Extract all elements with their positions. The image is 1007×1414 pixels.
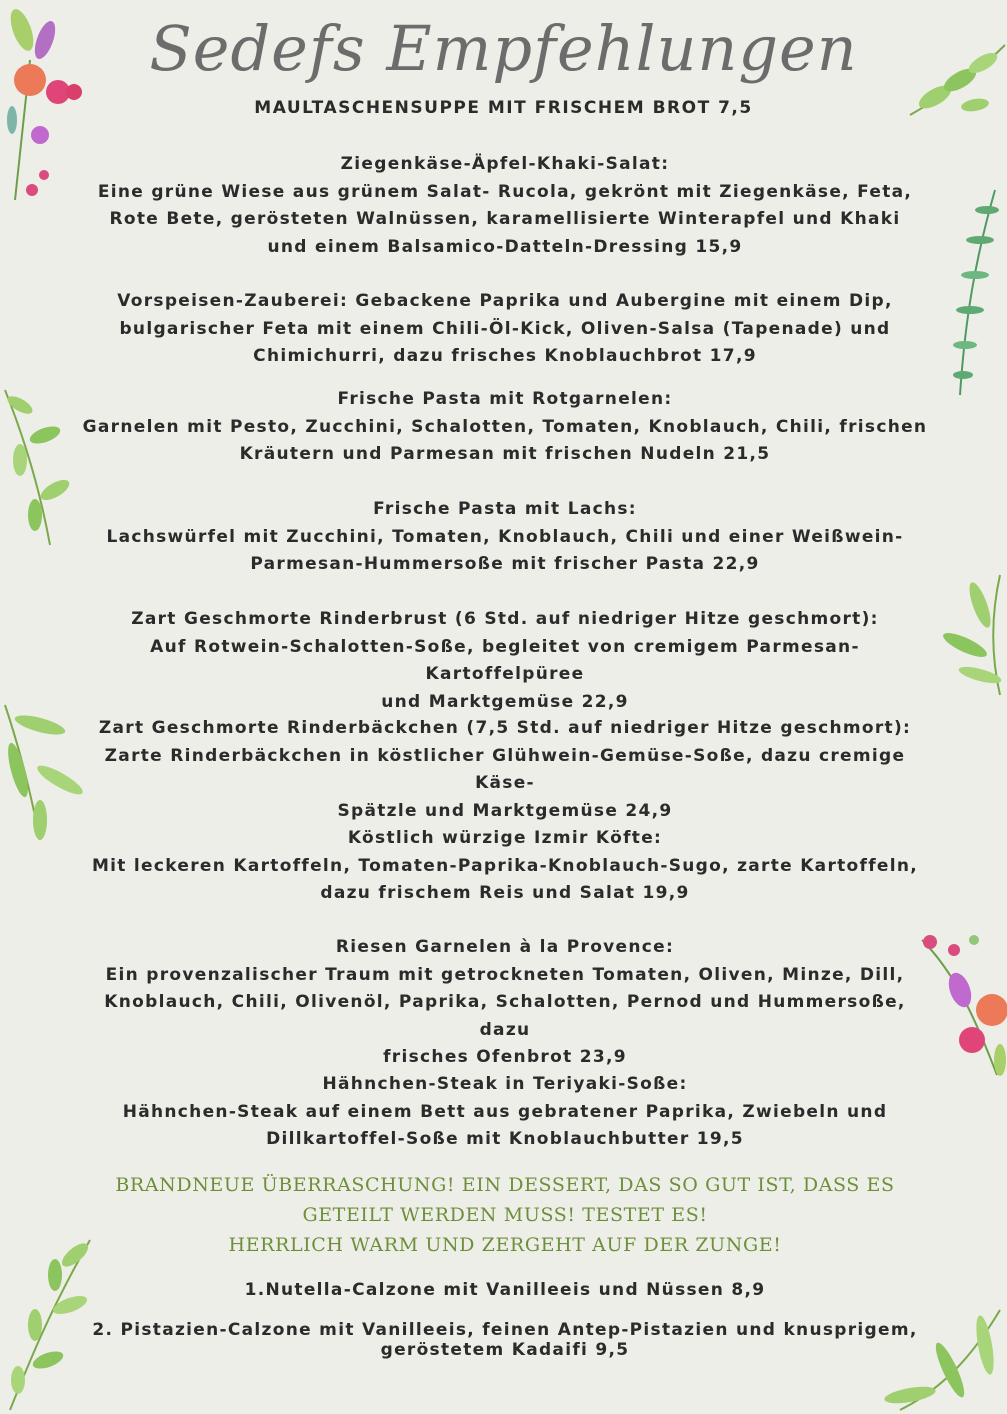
dish-description: Hähnchen-Steak auf einem Bett aus gebratener Paprika, Zwiebeln und: [122, 1101, 888, 1122]
menu-item: [80, 606, 930, 716]
dessert-line: 1.Nutella-Calzone mit Vanilleeis und Nüssen 8,9: [244, 1280, 766, 1300]
menu-item: [80, 1071, 930, 1154]
dish-heading: Zart Geschmorte Rinderbrust (6 Std. auf niedriger Hitze geschmort):: [131, 609, 879, 629]
dish-description: Dillkartoffel-Soße mit Knoblauchbutter 19,5: [266, 1129, 744, 1149]
dish-description: frisches Ofenbrot 23,9: [383, 1047, 627, 1067]
dish-description: Vorspeisen-Zauberei: Gebackene Paprika und Aubergine mit einem Dip,: [117, 291, 893, 311]
dish-description: Garnelen mit Pesto, Zucchini, Schalotten, Tomaten, Knoblauch, Chili, frischen: [82, 416, 928, 437]
menu-item: [80, 715, 930, 825]
dish-description: Knoblauch, Chili, Olivenöl, Paprika, Schalotten, Pernod und Hummersoße, dazu: [104, 992, 906, 1040]
dish-heading: Frische Pasta mit Lachs:: [373, 499, 637, 519]
dish-heading: Köstlich würzige Izmir Köfte:: [347, 828, 663, 848]
dish-description: Zarte Rinderbäckchen in köstlicher Glühwein-Gemüse-Soße, dazu cremige Käse-: [104, 745, 906, 793]
dish-heading: Ziegenkäse-Äpfel-Khaki-Salat:: [340, 154, 670, 174]
dish-description: Kräutern und Parmesan mit frischen Nudeln 21,5: [239, 444, 771, 464]
dish-description: Auf Rotwein-Schalotten-Soße, begleitet von cremigem Parmesan-Kartoffelpüree: [150, 636, 860, 684]
menu-item: [80, 288, 930, 371]
dessert-line: geröstetem Kadaifi 9,5: [380, 1340, 630, 1360]
page-title: Sedefs Empfehlungen: [149, 12, 858, 85]
menu-item: [80, 496, 930, 579]
menu-item: [80, 386, 930, 469]
dish-heading: Riesen Garnelen à la Provence:: [335, 937, 675, 957]
dish-description: bulgarischer Feta mit einem Chili-Öl-Kick, Oliven-Salsa (Tapenade) und: [119, 318, 891, 339]
dish-description: Spätzle und Marktgemüse 24,9: [337, 800, 673, 821]
promo-line: GETEILT WERDEN MUSS! TESTET ES!: [302, 1204, 708, 1226]
dessert-line: 2. Pistazien-Calzone mit Vanilleeis, feinen Antep-Pistazien und knusprigem,: [92, 1320, 918, 1340]
menu-item: [80, 934, 930, 1072]
dessert-item: [80, 1320, 930, 1360]
dish-description: Rote Bete, gerösteten Walnüssen, karamellisierte Winterapfel und Khaki: [109, 209, 901, 229]
dish-description: Ein provenzalischer Traum mit getrockneten Tomaten, Oliven, Minze, Dill,: [105, 964, 905, 985]
dish-description: Lachswürfel mit Zucchini, Tomaten, Knoblauch, Chili und einer Weißwein-: [106, 526, 904, 547]
dish-description: Chimichurri, dazu frisches Knoblauchbrot 17,9: [253, 346, 757, 366]
dish-description: und einem Balsamico-Datteln-Dressing 15,9: [267, 236, 743, 257]
dish-heading: Hähnchen-Steak in Teriyaki-Soße:: [322, 1074, 688, 1094]
leaf-branch-right-middle: [930, 570, 1007, 700]
dish-description: Parmesan-Hummersoße mit frischer Pasta 22,9: [250, 554, 760, 574]
dish-heading: Zart Geschmorte Rinderbäckchen (7,5 Std. auf niedriger Hitze geschmort):: [98, 718, 912, 738]
fern-right: [935, 180, 1007, 400]
dessert-promo: [80, 1170, 930, 1260]
dish-heading: Frische Pasta mit Rotgarnelen:: [337, 389, 673, 409]
dish-description: Eine grüne Wiese aus grünem Salat- Rucola, gekrönt mit Ziegenkäse, Feta,: [97, 181, 913, 202]
menu-item: [80, 151, 930, 261]
soup-special: MAULTASCHENSUPPE MIT FRISCHEM BROT 7,5: [254, 98, 753, 118]
menu-item: [80, 825, 930, 908]
leaf-branch-left-middle: [0, 380, 85, 550]
promo-line: BRANDNEUE ÜBERRASCHUNG! EIN DESSERT, DAS SO GUT IST, DASS ES: [115, 1174, 895, 1196]
dish-description: dazu frischem Reis und Salat 19,9: [320, 883, 690, 903]
dish-description: Mit leckeren Kartoffeln, Tomaten-Paprika-Knoblauch-Sugo, zarte Kartoffeln,: [91, 855, 919, 876]
dish-description: und Marktgemüse 22,9: [381, 691, 629, 712]
dessert-item: [80, 1280, 930, 1300]
promo-line: HERRLICH WARM UND ZERGEHT AUF DER ZUNGE!: [228, 1234, 782, 1256]
